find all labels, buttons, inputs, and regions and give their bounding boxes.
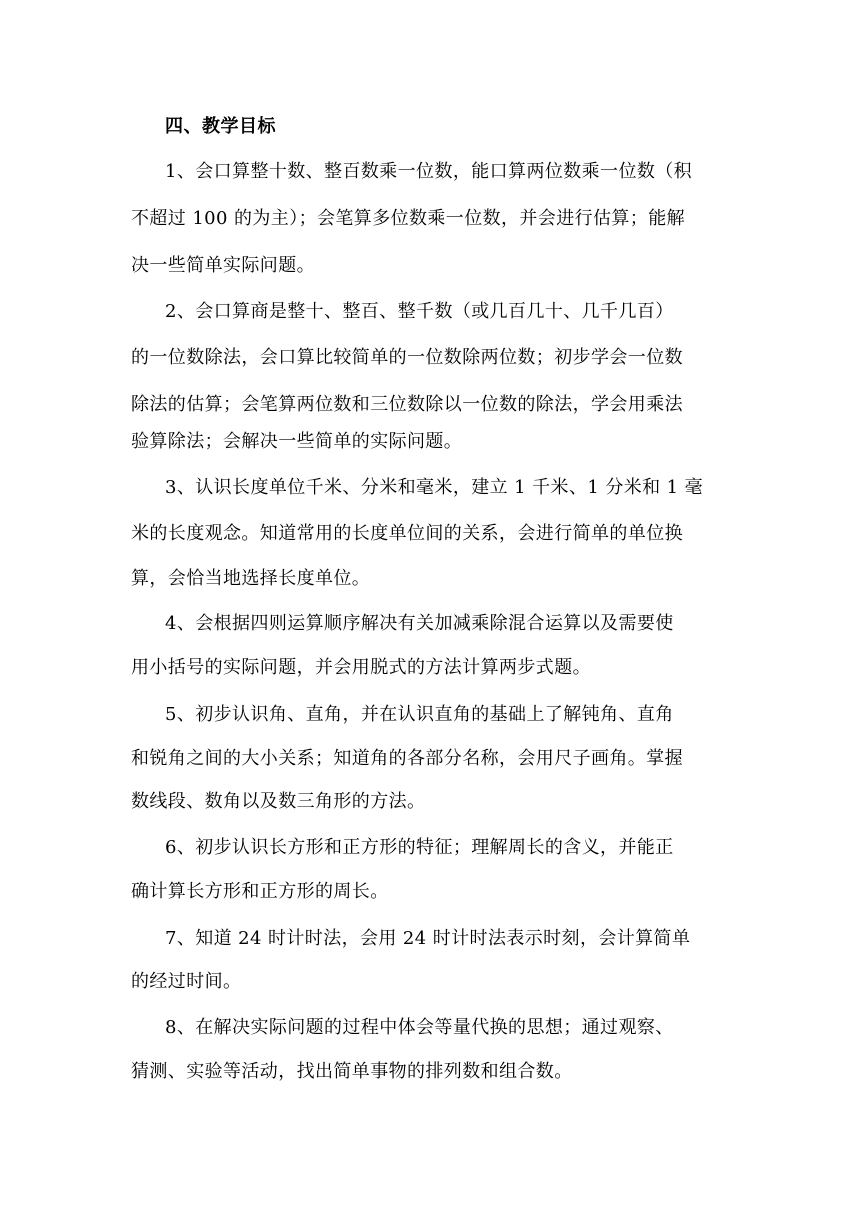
paragraph-5-line-3: 数线段、数角以及数三角形的方法。 <box>131 791 426 812</box>
paragraph-7-line-1: 7、知道 24 时计时法，会用 24 时计时法表示时刻，会计算简单 <box>165 928 691 949</box>
paragraph-4-line-1: 4、会根据四则运算顺序解决有关加减乘除混合运算以及需要使 <box>165 613 674 634</box>
paragraph-2-line-3: 除法的估算；会笔算两位数和三位数除以一位数的除法，学会用乘法 <box>131 394 683 415</box>
paragraph-2-line-1: 2、会口算商是整十、整百、整千数（或几百几十、几千几百） <box>165 301 674 322</box>
paragraph-6-line-2: 确计算长方形和正方形的周长。 <box>131 881 389 902</box>
paragraph-1-line-2: 不超过 100 的为主）；会笔算多位数乘一位数，并会进行估算；能解 <box>131 208 685 229</box>
section-heading: 四、教学目标 <box>165 116 276 137</box>
paragraph-3-line-3: 算，会恰当地选择长度单位。 <box>131 568 371 589</box>
paragraph-7-line-2: 的经过时间。 <box>131 971 242 992</box>
paragraph-1-line-1: 1、会口算整十数、整百数乘一位数，能口算两位数乘一位数（积 <box>165 161 693 182</box>
paragraph-4-line-2: 用小括号的实际问题，并会用脱式的方法计算两步式题。 <box>131 657 591 678</box>
paragraph-5-line-2: 和锐角之间的大小关系；知道角的各部分名称，会用尺子画角。掌握 <box>131 748 683 769</box>
paragraph-3-line-2: 米的长度观念。知道常用的长度单位间的关系，会进行简单的单位换 <box>131 523 683 544</box>
paragraph-2-line-4: 验算除法；会解决一些简单的实际问题。 <box>131 431 463 452</box>
paragraph-8-line-2: 猜测、实验等活动，找出简单事物的排列数和组合数。 <box>131 1061 573 1082</box>
paragraph-1-line-3: 决一些简单实际问题。 <box>131 255 315 276</box>
paragraph-2-line-2: 的一位数除法，会口算比较简单的一位数除两位数；初步学会一位数 <box>131 347 683 368</box>
paragraph-3-line-1: 3、认识长度单位千米、分米和毫米，建立 1 千米、1 分米和 1 毫 <box>165 477 704 498</box>
paragraph-6-line-1: 6、初步认识长方形和正方形的特征；理解周长的含义，并能正 <box>165 837 674 858</box>
paragraph-8-line-1: 8、在解决实际问题的过程中体会等量代换的思想；通过观察、 <box>165 1017 674 1038</box>
paragraph-5-line-1: 5、初步认识角、直角，并在认识直角的基础上了解钝角、直角 <box>165 704 674 725</box>
